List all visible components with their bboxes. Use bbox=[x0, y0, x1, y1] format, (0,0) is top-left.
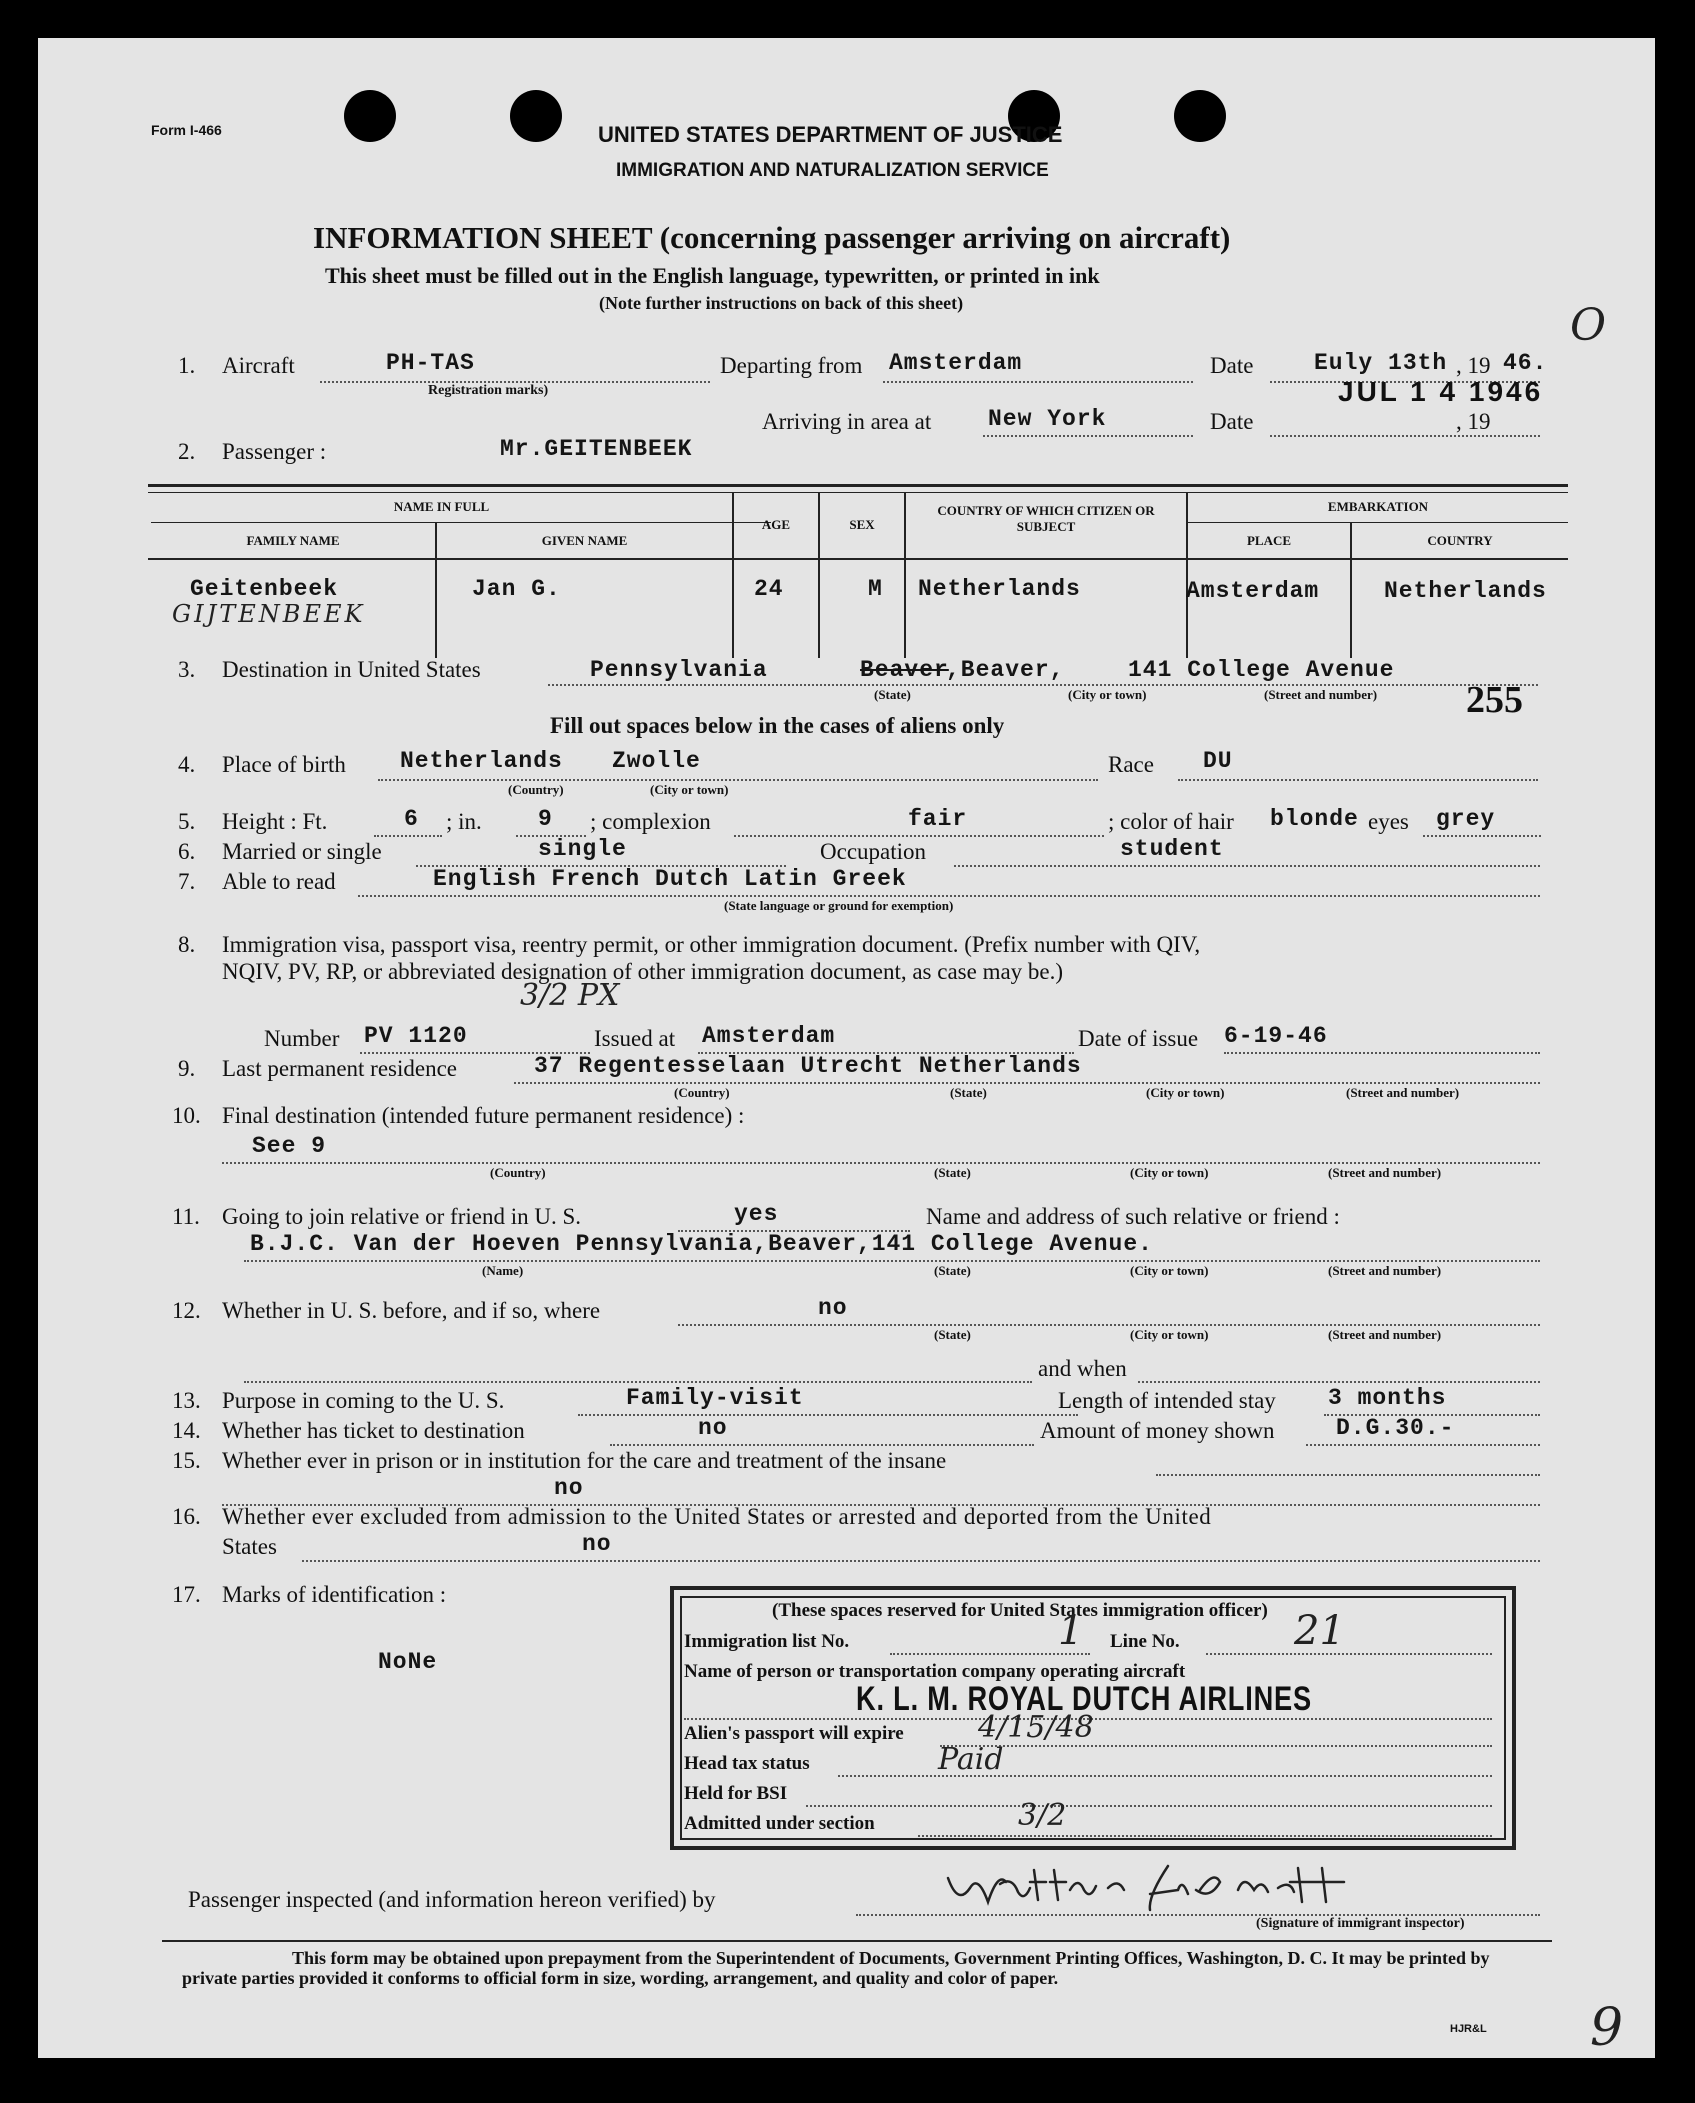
headtax-value: Paid bbox=[938, 1742, 1004, 1777]
purpose-value: Family-visit bbox=[626, 1385, 804, 1411]
residence-label: Last permanent residence bbox=[222, 1056, 457, 1081]
height-inches: 9 bbox=[538, 806, 553, 832]
when-label: and when bbox=[1038, 1356, 1127, 1381]
stamp-number: 255 bbox=[1466, 679, 1523, 721]
line10-number: 10. bbox=[172, 1103, 201, 1128]
hair-label: ; color of hair bbox=[1108, 809, 1234, 834]
final-country-caption: (Country) bbox=[490, 1165, 546, 1180]
friend-line bbox=[244, 1260, 1540, 1262]
read-caption: (State language or ground for exemption) bbox=[724, 898, 954, 913]
departing-line bbox=[883, 381, 1193, 383]
purpose-line bbox=[578, 1414, 1078, 1416]
issue-date-value: 6-19-46 bbox=[1224, 1023, 1328, 1049]
birthplace-line bbox=[378, 779, 1098, 781]
inspected-label: Passenger inspected (and information hereon verified) by bbox=[188, 1887, 716, 1912]
passenger-value: Mr.GEITENBEEK bbox=[500, 436, 693, 462]
table-divider bbox=[904, 492, 906, 658]
friend-city-caption: (City or town) bbox=[1130, 1263, 1209, 1278]
form-subtitle: This sheet must be filled out in the English language, typewritten, or printed in ink bbox=[325, 263, 1100, 288]
line8-number: 8. bbox=[178, 932, 196, 957]
section-value: 3/2 bbox=[1018, 1798, 1067, 1833]
occupation-label: Occupation bbox=[820, 839, 927, 864]
complexion-line bbox=[734, 835, 1104, 837]
birth-city-caption: (City or town) bbox=[650, 782, 729, 797]
date2-label: Date bbox=[1210, 409, 1254, 434]
form-note: (Note further instructions on back of this sheet) bbox=[599, 293, 964, 313]
country-header: COUNTRY OF WHICH CITIZEN OR SUBJECT bbox=[937, 503, 1155, 534]
when-line-right bbox=[1138, 1381, 1540, 1383]
table-rule bbox=[148, 492, 1568, 493]
visa-number: PV 1120 bbox=[364, 1023, 468, 1049]
read-line bbox=[358, 895, 1540, 897]
read-label: Able to read bbox=[222, 869, 336, 894]
aliens-note: Fill out spaces below in the cases of aliens only bbox=[550, 713, 1005, 738]
excluded-value: no bbox=[582, 1531, 612, 1557]
excluded-label-2: States bbox=[222, 1534, 277, 1559]
arriving-value: New York bbox=[988, 406, 1107, 432]
line-no-label: Line No. bbox=[1110, 1631, 1180, 1652]
residence-state-caption: (State) bbox=[950, 1085, 987, 1100]
when-line-left bbox=[244, 1381, 1032, 1383]
service-heading: IMMIGRATION AND NATURALIZATION SERVICE bbox=[616, 160, 1049, 181]
friend-street-caption: (Street and number) bbox=[1328, 1263, 1442, 1278]
headtax-line bbox=[838, 1775, 1492, 1777]
issued-label: Issued at bbox=[594, 1026, 676, 1051]
form-title: INFORMATION SHEET (concerning passenger arriving on aircraft) bbox=[313, 220, 1231, 255]
read-value: English French Dutch Latin Greek bbox=[433, 866, 907, 892]
line12-number: 12. bbox=[172, 1298, 201, 1323]
issue-date-label: Date of issue bbox=[1078, 1026, 1199, 1051]
inches-label: ; in. bbox=[446, 809, 482, 834]
visa-number-label: Number bbox=[264, 1026, 340, 1051]
excluded-label: Whether ever excluded from admission to the United States or arrested and deported from the United bbox=[222, 1504, 1212, 1529]
final-destination-value: See 9 bbox=[252, 1133, 327, 1159]
family-name-handwritten: GIJTENBEEK bbox=[172, 600, 366, 628]
birth-country: Netherlands bbox=[400, 748, 563, 774]
occupation-line bbox=[954, 865, 1540, 867]
footer-text: This form may be obtained upon prepayment from the Superintendent of Documents, Government Printing Offices, Washington, D. C. It may be printed by private parties provided it conforms to official form in size, wording, arrangement, and quality and color of paper. bbox=[182, 1948, 1490, 1988]
destination-city-caption: (City or town) bbox=[1068, 687, 1147, 702]
destination-state-caption: (State) bbox=[874, 687, 911, 702]
given-name-cell: Jan G. bbox=[472, 576, 561, 602]
marital-value: single bbox=[538, 836, 627, 862]
ticket-value: no bbox=[698, 1415, 728, 1441]
footer-rule bbox=[162, 1940, 1552, 1942]
prison-value: no bbox=[554, 1475, 584, 1501]
line6-number: 6. bbox=[178, 839, 196, 864]
punch-hole bbox=[1174, 90, 1226, 142]
money-value: D.G.30.- bbox=[1336, 1415, 1455, 1441]
inspector-caption: (Signature of immigrant inspector) bbox=[1256, 1916, 1465, 1931]
residence-line bbox=[514, 1082, 1540, 1084]
destination-city: ,Beaver, bbox=[946, 657, 1065, 683]
embarkation-header: EMBARKATION bbox=[1327, 499, 1429, 514]
final-destination-line bbox=[222, 1162, 1540, 1164]
section-line bbox=[918, 1835, 1492, 1837]
race-line bbox=[1178, 779, 1538, 781]
aircraft-label: Aircraft bbox=[222, 353, 295, 378]
before-city-caption: (City or town) bbox=[1130, 1327, 1209, 1342]
marks-value: NoNe bbox=[378, 1649, 438, 1675]
list-no-label: Immigration list No. bbox=[684, 1631, 850, 1652]
money-line bbox=[1306, 1444, 1540, 1446]
form-sheet bbox=[38, 38, 1655, 2058]
line11-number: 11. bbox=[172, 1204, 200, 1229]
before-label: Whether in U. S. before, and if so, where bbox=[222, 1298, 601, 1323]
sex-header: SEX bbox=[849, 517, 875, 532]
emb-country-header: COUNTRY bbox=[1427, 533, 1493, 548]
join-label: Going to join relative or friend in U. S. bbox=[222, 1204, 581, 1229]
age-cell: 24 bbox=[754, 576, 784, 602]
destination-street: 141 College Avenue bbox=[1128, 657, 1395, 683]
residence-city-caption: (City or town) bbox=[1146, 1085, 1225, 1100]
before-state-caption: (State) bbox=[934, 1327, 971, 1342]
eyes-value: grey bbox=[1436, 806, 1496, 832]
sex-cell: M bbox=[868, 576, 883, 602]
date1-label: Date bbox=[1210, 353, 1254, 378]
table-rule bbox=[1188, 522, 1568, 523]
complexion-label: ; complexion bbox=[590, 809, 711, 834]
visa-text-1: Immigration visa, passport visa, reentry permit, or other immigration document. (Prefix number with QIV, bbox=[222, 932, 1201, 957]
hair-value: blonde bbox=[1270, 806, 1359, 832]
name-in-full-header: NAME IN FULL bbox=[393, 499, 490, 514]
date1-value: Euly 13th bbox=[1314, 350, 1448, 376]
page-mark: 9 bbox=[1590, 1998, 1624, 2058]
line16-number: 16. bbox=[172, 1504, 201, 1529]
prison-line bbox=[1156, 1474, 1540, 1476]
given-name-header: GIVEN NAME bbox=[541, 533, 628, 548]
passport-expire-line bbox=[940, 1745, 1492, 1747]
age-header: AGE bbox=[761, 517, 791, 532]
date1-year: 46. bbox=[1503, 350, 1548, 376]
headtax-label: Head tax status bbox=[684, 1753, 810, 1774]
friend-value: B.J.C. Van der Hoeven Pennsylvania,Beaver,141 College Avenue. bbox=[250, 1231, 1153, 1257]
passport-expire-value: 4/15/48 bbox=[978, 1710, 1094, 1745]
footer-code: HJR&L bbox=[1450, 2023, 1487, 2035]
friend-name-label: Name and address of such relative or friend : bbox=[926, 1204, 1340, 1229]
complexion-value: fair bbox=[908, 806, 968, 832]
place-header: PLACE bbox=[1246, 533, 1292, 548]
corner-mark: O bbox=[1570, 300, 1607, 351]
line15-number: 15. bbox=[172, 1448, 201, 1473]
department-heading: UNITED STATES DEPARTMENT OF JUSTICE bbox=[598, 122, 1063, 147]
punch-hole bbox=[344, 90, 396, 142]
aircraft-caption: Registration marks) bbox=[428, 383, 549, 398]
departing-label: Departing from bbox=[720, 353, 863, 378]
friend-state-caption: (State) bbox=[934, 1263, 971, 1278]
friend-name-caption: (Name) bbox=[482, 1263, 524, 1278]
line1-number: 1. bbox=[178, 353, 196, 378]
departing-value: Amsterdam bbox=[889, 350, 1023, 376]
final-state-caption: (State) bbox=[934, 1165, 971, 1180]
aircraft-value: PH-TAS bbox=[386, 350, 475, 376]
officer-box-title: (These spaces reserved for United States immigration officer) bbox=[772, 1600, 1268, 1621]
residence-country-caption: (Country) bbox=[674, 1085, 730, 1100]
occupation-value: student bbox=[1120, 836, 1224, 862]
stay-value: 3 months bbox=[1328, 1385, 1447, 1411]
arrival-date-stamp: JUL 1 4 1946 bbox=[1338, 376, 1544, 407]
feet-line bbox=[374, 835, 442, 837]
join-value: yes bbox=[734, 1201, 779, 1227]
issued-value: Amsterdam bbox=[702, 1023, 836, 1049]
line14-number: 14. bbox=[172, 1418, 201, 1443]
eyes-line bbox=[1423, 835, 1541, 837]
line3-number: 3. bbox=[178, 657, 196, 682]
date1-year-prefix: , 19 bbox=[1456, 353, 1491, 378]
date2-year-prefix: , 19 bbox=[1456, 409, 1491, 434]
stay-label: Length of intended stay bbox=[1058, 1388, 1276, 1413]
race-value: DU bbox=[1203, 748, 1233, 774]
visa-handwritten-note: 3/2 PX bbox=[520, 978, 620, 1013]
table-rule bbox=[151, 522, 771, 523]
line13-number: 13. bbox=[172, 1388, 201, 1413]
table-rule bbox=[148, 558, 1568, 560]
birth-country-caption: (Country) bbox=[508, 782, 564, 797]
birth-city: Zwolle bbox=[612, 748, 701, 774]
table-rule bbox=[148, 484, 1568, 487]
issue-date-line bbox=[1224, 1052, 1540, 1054]
destination-line bbox=[548, 684, 1538, 686]
list-no-value: 1 bbox=[1058, 1608, 1084, 1654]
arriving-line bbox=[983, 435, 1193, 437]
destination-street-caption: (Street and number) bbox=[1264, 687, 1378, 702]
line-no-line bbox=[1206, 1653, 1492, 1655]
destination-struck: Beaver bbox=[860, 657, 949, 683]
place-cell: Amsterdam bbox=[1186, 578, 1320, 604]
destination-label: Destination in United States bbox=[222, 657, 481, 682]
eyes-label: eyes bbox=[1368, 809, 1409, 834]
money-label: Amount of money shown bbox=[1040, 1418, 1275, 1443]
line4-number: 4. bbox=[178, 752, 196, 777]
final-destination-label: Final destination (intended future permanent residence) : bbox=[222, 1103, 745, 1128]
line-no-value: 21 bbox=[1294, 1608, 1345, 1654]
birthplace-label: Place of birth bbox=[222, 752, 346, 777]
destination-state: Pennsylvania bbox=[590, 657, 768, 683]
line2-number: 2. bbox=[178, 439, 196, 464]
family-name-header: FAMILY NAME bbox=[246, 533, 340, 548]
residence-value: 37 Regentesselaan Utrecht Netherlands bbox=[534, 1053, 1082, 1079]
date2-line bbox=[1270, 435, 1540, 437]
emb-country-cell: Netherlands bbox=[1384, 578, 1547, 604]
race-label: Race bbox=[1108, 752, 1154, 777]
marks-label: Marks of identification : bbox=[222, 1582, 447, 1607]
visa-text-2: NQIV, PV, RP, or abbreviated designation of other immigration document, as case may be.) bbox=[222, 959, 1064, 984]
passenger-label: Passenger : bbox=[222, 439, 327, 464]
arriving-label: Arriving in area at bbox=[762, 409, 932, 434]
punch-hole bbox=[510, 90, 562, 142]
purpose-label: Purpose in coming to the U. S. bbox=[222, 1388, 505, 1413]
line17-number: 17. bbox=[172, 1582, 201, 1607]
residence-street-caption: (Street and number) bbox=[1346, 1085, 1460, 1100]
line5-number: 5. bbox=[178, 809, 196, 834]
before-value: no bbox=[818, 1295, 848, 1321]
section-label: Admitted under section bbox=[684, 1813, 875, 1834]
final-city-caption: (City or town) bbox=[1130, 1165, 1209, 1180]
height-label: Height : Ft. bbox=[222, 809, 328, 834]
ticket-label: Whether has ticket to destination bbox=[222, 1418, 525, 1443]
bsi-line bbox=[806, 1805, 1492, 1807]
company-stamp: K. L. M. ROYAL DUTCH AIRLINES bbox=[856, 1680, 1312, 1718]
excluded-line bbox=[302, 1560, 1540, 1562]
operator-label: Name of person or transportation company operating aircraft bbox=[684, 1661, 1186, 1682]
table-divider bbox=[1186, 492, 1188, 658]
passport-expire-label: Alien's passport will expire bbox=[684, 1723, 904, 1744]
before-line bbox=[678, 1324, 1540, 1326]
marital-label: Married or single bbox=[222, 839, 382, 864]
line9-number: 9. bbox=[178, 1056, 196, 1081]
inspector-signature bbox=[938, 1860, 1368, 1916]
country-cell: Netherlands bbox=[918, 576, 1081, 602]
height-feet: 6 bbox=[404, 806, 419, 832]
bsi-label: Held for BSI bbox=[684, 1783, 788, 1804]
before-street-caption: (Street and number) bbox=[1328, 1327, 1442, 1342]
form-number: Form I-466 bbox=[151, 122, 222, 138]
final-street-caption: (Street and number) bbox=[1328, 1165, 1442, 1180]
line7-number: 7. bbox=[178, 869, 196, 894]
family-name-cell: Geitenbeek bbox=[190, 576, 339, 602]
ticket-line bbox=[610, 1444, 1034, 1446]
prison-label: Whether ever in prison or in institution for the care and treatment of the insane bbox=[222, 1448, 947, 1473]
